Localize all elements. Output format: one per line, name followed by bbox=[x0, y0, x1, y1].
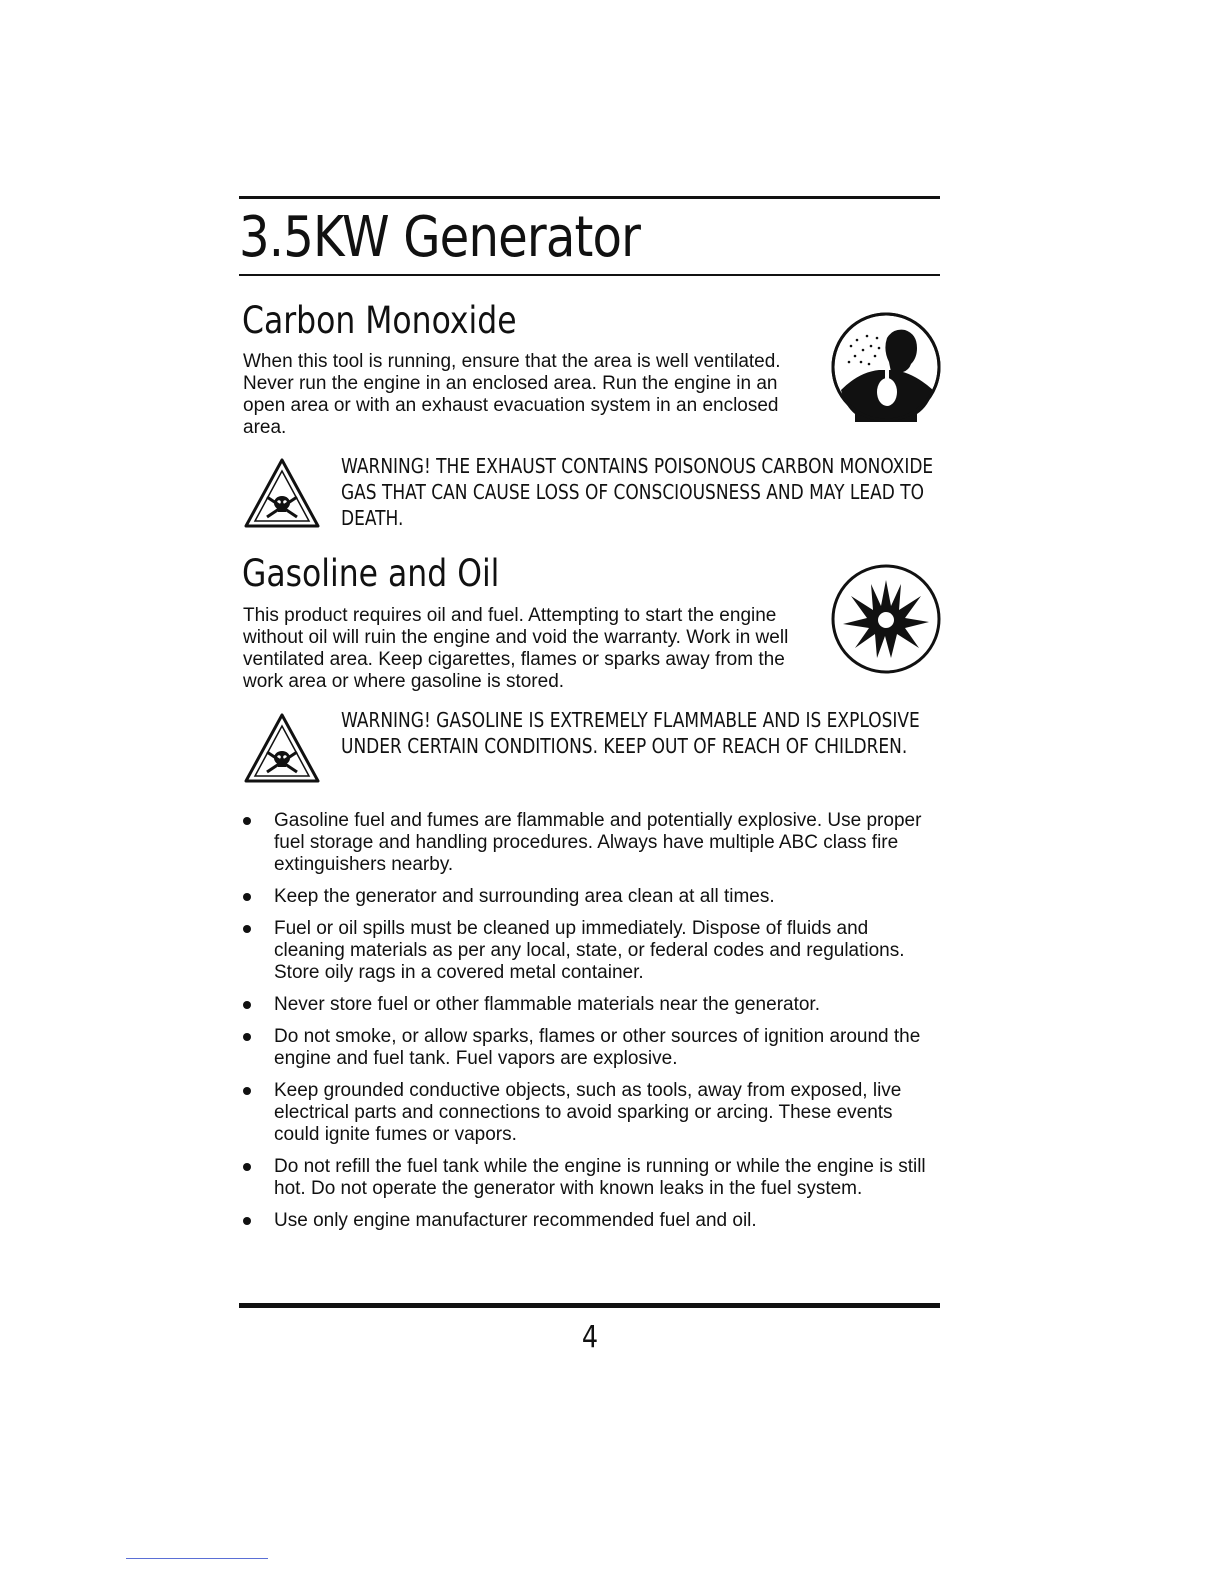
bullet-dot-icon bbox=[243, 1001, 251, 1009]
bullet-dot-icon bbox=[243, 925, 251, 933]
toxic-fumes-inhalation-icon bbox=[829, 310, 943, 424]
list-item: Keep the generator and surrounding area clean at all times. bbox=[243, 886, 943, 908]
bullet-dot-icon bbox=[243, 1217, 251, 1225]
list-item: Do not refill the fuel tank while the engine is running or while the engine is still hot. Do not operate the generator with known leaks in the fuel system. bbox=[243, 1156, 943, 1200]
bullet-dot-icon bbox=[243, 893, 251, 901]
list-item: Keep grounded conductive objects, such as tools, away from exposed, live electrical parts and connections to avoid sparking or arcing. These events could ignite fumes or vapors. bbox=[243, 1080, 943, 1146]
safety-bullet-list bbox=[243, 810, 943, 1242]
carbon-monoxide-body: When this tool is running, ensure that the area is well ventilated. Never run the engine in an enclosed area. Run the engine in an open area or with an exhaust evacuation system in an enclosed area. bbox=[243, 351, 781, 438]
bullet-dot-icon bbox=[243, 1033, 251, 1041]
title-top-rule bbox=[239, 196, 940, 199]
list-item: Gasoline fuel and fumes are flammable and potentially explosive. Use proper fuel storage and handling procedures. Always have multiple ABC class fire extinguishers nearby. bbox=[243, 810, 943, 876]
bullet-dot-icon bbox=[243, 817, 251, 825]
page-number: 4 bbox=[581, 1320, 599, 1355]
page-title: 3.5KW Generator bbox=[239, 205, 641, 270]
gasoline-oil-body: This product requires oil and fuel. Attempting to start the engine without oil will ruin the engine and void the warranty. Work in well ventilated area. Keep cigarettes, flames or sparks away from the work area or where gasoline is stored. bbox=[243, 605, 789, 692]
list-item: Use only engine manufacturer recommended fuel and oil. bbox=[243, 1210, 943, 1232]
carbon-monoxide-heading: Carbon Monoxide bbox=[242, 299, 517, 342]
list-item: Do not smoke, or allow sparks, flames or other sources of ignition around the engine and fuel tank. Fuel vapors are explosive. bbox=[243, 1026, 943, 1070]
bullet-dot-icon bbox=[243, 1163, 251, 1171]
gasoline-oil-heading: Gasoline and Oil bbox=[242, 552, 500, 595]
bottom-link-underline bbox=[126, 1558, 268, 1559]
poison-warning-triangle-icon bbox=[243, 457, 321, 529]
bullet-dot-icon bbox=[243, 1087, 251, 1095]
footer-rule bbox=[239, 1303, 940, 1308]
list-item: Fuel or oil spills must be cleaned up immediately. Dispose of fluids and cleaning materials as per any local, state, or federal codes and regulations. Store oily rags in a covered metal container. bbox=[243, 918, 943, 984]
poison-warning-triangle-icon bbox=[243, 712, 321, 784]
gasoline-oil-warning: WARNING! GASOLINE IS EXTREMELY FLAMMABLE AND IS EXPLOSIVE UNDER CERTAIN CONDITIONS. KEEP OUT OF REACH OF CHILDREN. bbox=[341, 708, 920, 758]
title-bottom-rule bbox=[239, 274, 940, 276]
carbon-monoxide-warning: WARNING! THE EXHAUST CONTAINS POISONOUS CARBON MONOXIDE GAS THAT CAN CAUSE LOSS OF CONSCIOUSNESS AND MAY LEAD TO DEATH. bbox=[341, 454, 934, 530]
explosion-hazard-icon bbox=[829, 562, 943, 676]
list-item: Never store fuel or other flammable materials near the generator. bbox=[243, 994, 943, 1016]
